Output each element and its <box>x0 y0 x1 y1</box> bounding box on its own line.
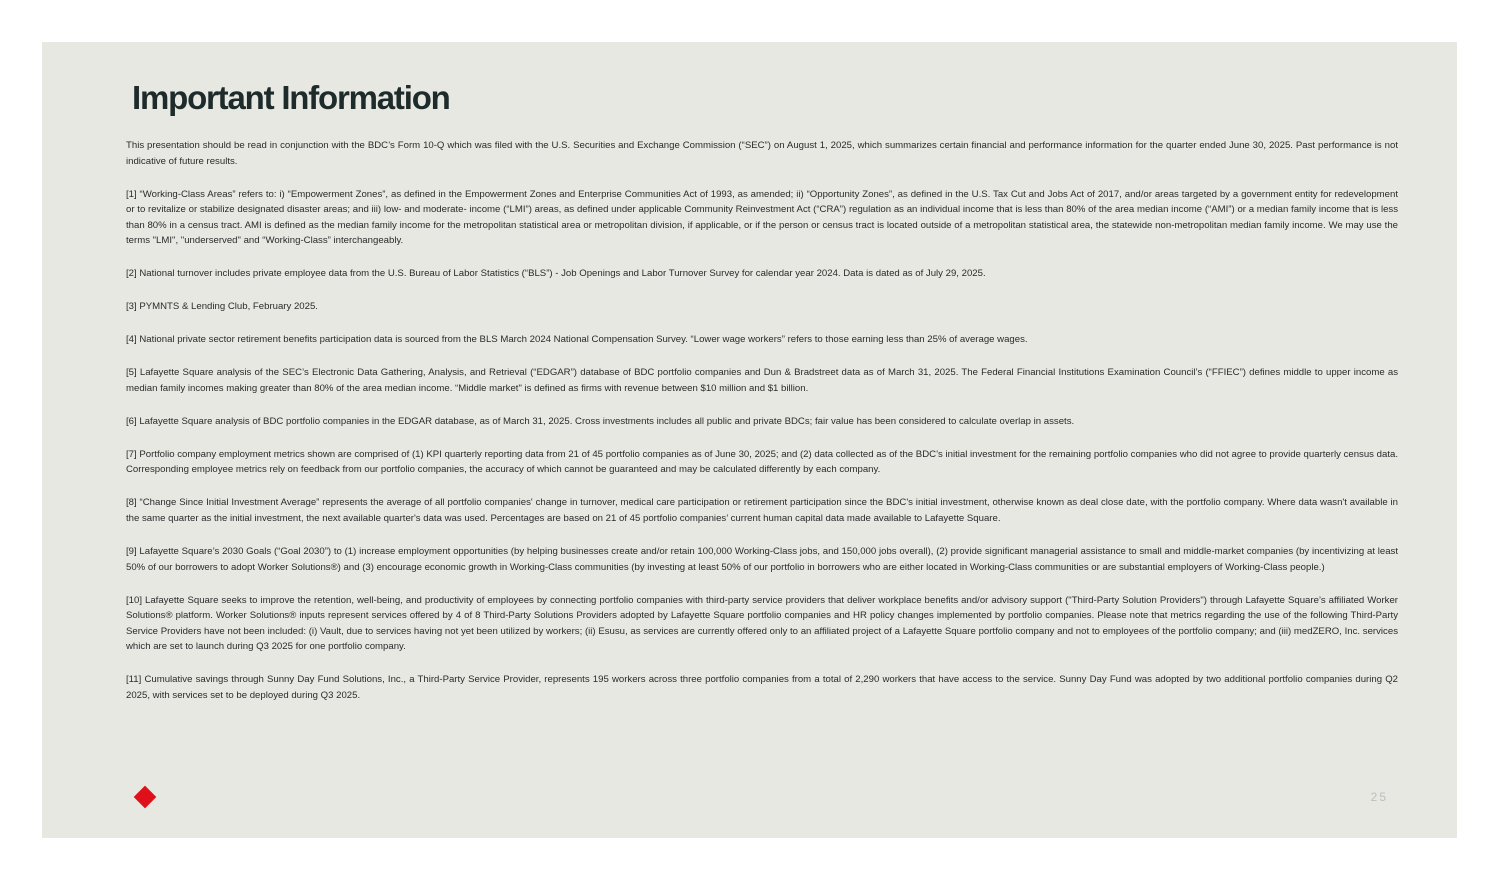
footnote-1: [1] “Working-Class Areas” refers to: i) “Empowerment Zones”, as defined in the Empowerment Zones and Enterprise Communities Act of 1993, as amended; ii) “Opportunity Zones”, as defined in the U.S. Tax Cut and Jobs Act of 2017, and/or areas targeted by a government entity for redevelopment or to revitalize or stabilize designated disaster areas; and iii) low- and moderate- income (“LMI”) areas, as defined under applicable Community Reinvestment Act (“CRA”) regulation as an individual income that is less than 80% of the area median income (“AMI”) or a median family income that is less than 80% in a census tract. AMI is defined as the median family income for the metropolitan statistical area or metropolitan division, if applicable, or if the person or census tract is located outside of a metropolitan statistical area, the statewide non-metropolitan median family income. We may use the terms "LMI", "underserved" and “Working-Class” interchangeably. <box>126 188 1398 247</box>
intro-paragraph: This presentation should be read in conjunction with the BDC’s Form 10-Q which was filed with the U.S. Securities and Exchange Commission (“SEC”) on August 1, 2025, which summarizes certain financial and performance information for the quarter ended June 30, 2025. Past performance is not indicative of future results. <box>126 140 1398 167</box>
red-diamond-icon <box>134 786 157 809</box>
footnote-3: [3] PYMNTS & Lending Club, February 2025. <box>126 301 318 313</box>
footnote-4: [4] National private sector retirement benefits participation data is sourced from the BLS March 2024 National Compensation Survey. “Lower wage workers” refers to those earning less than 25% of average wages. <box>126 334 1028 346</box>
footnote-10: [10] Lafayette Square seeks to improve the retention, well-being, and productivity of employees by connecting portfolio companies with third-party service providers that deliver workplace benefits and/or advisory support ("Third-Party Solution Providers") through Lafayette Square’s affiliated Worker Solutions® platform. Worker Solutions® inputs represent services offered by 4 of 8 Third-Party Solutions Providers adopted by Lafayette Square portfolio companies and HR policy changes implemented by portfolio companies. Please note that metrics regarding the use of the following Third-Party Service Providers have not been included: (i) Vault, due to services having not yet been utilized by workers; (ii) Esusu, as services are currently offered only to an affiliated project of a Lafayette Square portfolio company and not to employees of the portfolio company; and (iii) medZERO, Inc. services which are set to launch during Q3 2025 for one portfolio company. <box>126 594 1398 653</box>
footnote-2: [2] National turnover includes private employee data from the U.S. Bureau of Labor Statistics (“BLS”) - Job Openings and Labor Turnover Survey for calendar year 2024. Data is dated as of July 29, 2025. <box>126 268 986 280</box>
footnote-11: [11] Cumulative savings through Sunny Day Fund Solutions, Inc., a Third-Party Service Provider, represents 195 workers across three portfolio companies from a total of 2,290 workers that have access to the service. Sunny Day Fund was adopted by two additional portfolio companies during Q2 2025, with services set to be deployed during Q3 2025. <box>126 674 1398 701</box>
footnote-6: [6] Lafayette Square analysis of BDC portfolio companies in the EDGAR database, as of March 31, 2025. Cross investments includes all public and private BDCs; fair value has been considered to calculate overlap in assets. <box>126 415 1075 427</box>
disclosure-content <box>126 138 1398 721</box>
page-title: Important Information <box>132 79 450 116</box>
footnote-7: [7] Portfolio company employment metrics shown are comprised of (1) KPI quarterly reporting data from 21 of 45 portfolio companies as of June 30, 2025; and (2) data collected as of the BDC’s initial investment for the remaining portfolio companies who did not agree to provide quarterly census data. Corresponding employee metrics rely on feedback from our portfolio companies, the accuracy of which cannot be guaranteed and may be calculated differently by each company. <box>126 448 1398 476</box>
footnote-9: [9] Lafayette Square’s 2030 Goals (“Goal 2030”) to (1) increase employment opportunities (by helping businesses create and/or retain 100,000 Working-Class jobs, and 150,000 jobs overall), (2) provide significant managerial assistance to small and middle-market companies (by incentivizing at least 50% of our borrowers to adopt Worker Solutions®) and (3) encourage economic growth in Working-Class communities (by investing at least 50% of our portfolio in borrowers who are either located in Working-Class communities or are substantial employers of Working-Class people.) <box>126 546 1398 573</box>
footnote-8: [8] “Change Since Initial Investment Average” represents the average of all portfolio companies' change in turnover, medical care participation or retirement participation since the BDC's initial investment, otherwise known as deal close date, with the portfolio company. Where data wasn't available in the same quarter as the initial investment, the next available quarter's data was used. Percentages are based on 21 of 45 portfolio companies’ current human capital data made available to Lafayette Square. <box>126 497 1398 525</box>
footnote-5: [5] Lafayette Square analysis of the SEC’s Electronic Data Gathering, Analysis, and Retrieval (“EDGAR”) database of BDC portfolio companies and Dun & Bradstreet data as of March 31, 2025. The Federal Financial Institutions Examination Council’s (“FFIEC”) defines middle to upper income as median family incomes making greater than 80% of the area median income. “Middle market" is defined as firms with revenue between $10 million and $1 billion. <box>126 367 1398 394</box>
slide <box>42 42 1457 838</box>
page-number: 25 <box>1370 790 1388 804</box>
